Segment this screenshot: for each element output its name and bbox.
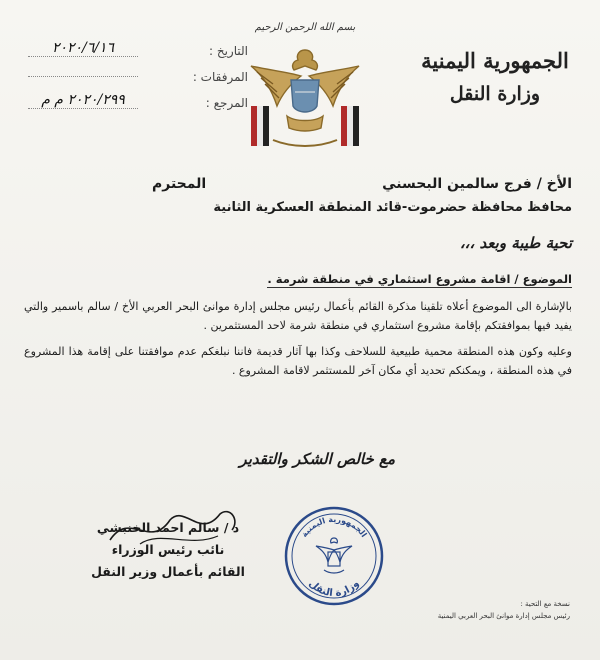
- date-row: [28, 40, 248, 66]
- letter-meta: [28, 40, 248, 118]
- attachments-label: المرفقات :: [192, 70, 248, 84]
- closing-line: مع خالص الشكر والتقدير: [239, 450, 395, 468]
- signature-block: [88, 517, 248, 583]
- addressee-name: الأخ / فرج سالمين البحسني: [382, 176, 572, 192]
- cc-label: نسخة مع التحية :: [520, 600, 570, 608]
- republic-name: الجمهورية اليمنية: [421, 48, 569, 73]
- greeting: تحية طيبة وبعد ،،،: [459, 234, 572, 252]
- date-label: التاريخ :: [208, 44, 248, 58]
- signatory-name: د / سالم احمد الخنبشي: [96, 520, 240, 535]
- date-value: ٢٠٢٠/٦/١٦: [28, 40, 138, 57]
- svg-text:وزارة النقل: [306, 578, 361, 599]
- official-stamp-icon: [282, 504, 386, 608]
- signatory-role-1: نائب رئيس الوزراء: [111, 542, 225, 557]
- body-paragraph-1: بالإشارة الى الموضوع أعلاه تلقينا مذكرة القائم بأعمال رئيس مجلس إدارة موانئ البحر العربي الأخ / سالم باسمير والتي يفيد فيها بموافقتكم بإقامة مشروع استثماري في منطقة شرمة لاحد المستثمرين .: [24, 300, 572, 332]
- ministry-name: وزارة النقل: [449, 83, 541, 105]
- stamp-bottom-text: وزارة النقل: [306, 578, 362, 600]
- addressee-honorific: المحترم: [152, 176, 207, 192]
- body-paragraph-2: وعليه وكون هذه المنطقة محمية طبيعية للسلاحف وكذا بها آثار قديمة فاننا نبلغكم عدم موافقتنا على إقامة هذا المشروع في هذه المنطقة ، ويمكنكم تحديد أي مكان آخر للمستثمر لاقامة المشروع .: [24, 345, 572, 377]
- signatory-role-2: القائم بأعمال وزير النقل: [91, 564, 245, 579]
- reference-value: ٢٠٢٠/٢٩٩ م م: [28, 92, 138, 109]
- attachments-value: [28, 76, 138, 77]
- subject-line: الموضوع / اقامة مشروع استثماري في منطقة شرمة .: [267, 272, 572, 286]
- stamp-top-text: الجمهورية اليمنية: [299, 514, 369, 539]
- addressee-line: [152, 176, 572, 192]
- reference-row: [28, 92, 248, 118]
- organization-header: [420, 48, 570, 105]
- attachments-row: [28, 66, 248, 92]
- basmala: بسم الله الرحمن الرحيم: [254, 22, 356, 33]
- addressee-title: محافظ محافظة حضرموت-قائد المنطقة العسكرية الثانية: [213, 200, 572, 215]
- reference-label: المرجع :: [205, 96, 248, 110]
- svg-text:الجمهورية اليمنية: [300, 515, 369, 539]
- copy-to-block: [320, 598, 570, 622]
- letter-body: [24, 298, 572, 388]
- eagle-emblem-icon: [243, 36, 367, 154]
- cc-recipient: رئيس مجلس إدارة موانئ البحر العربي اليمنية: [437, 612, 570, 620]
